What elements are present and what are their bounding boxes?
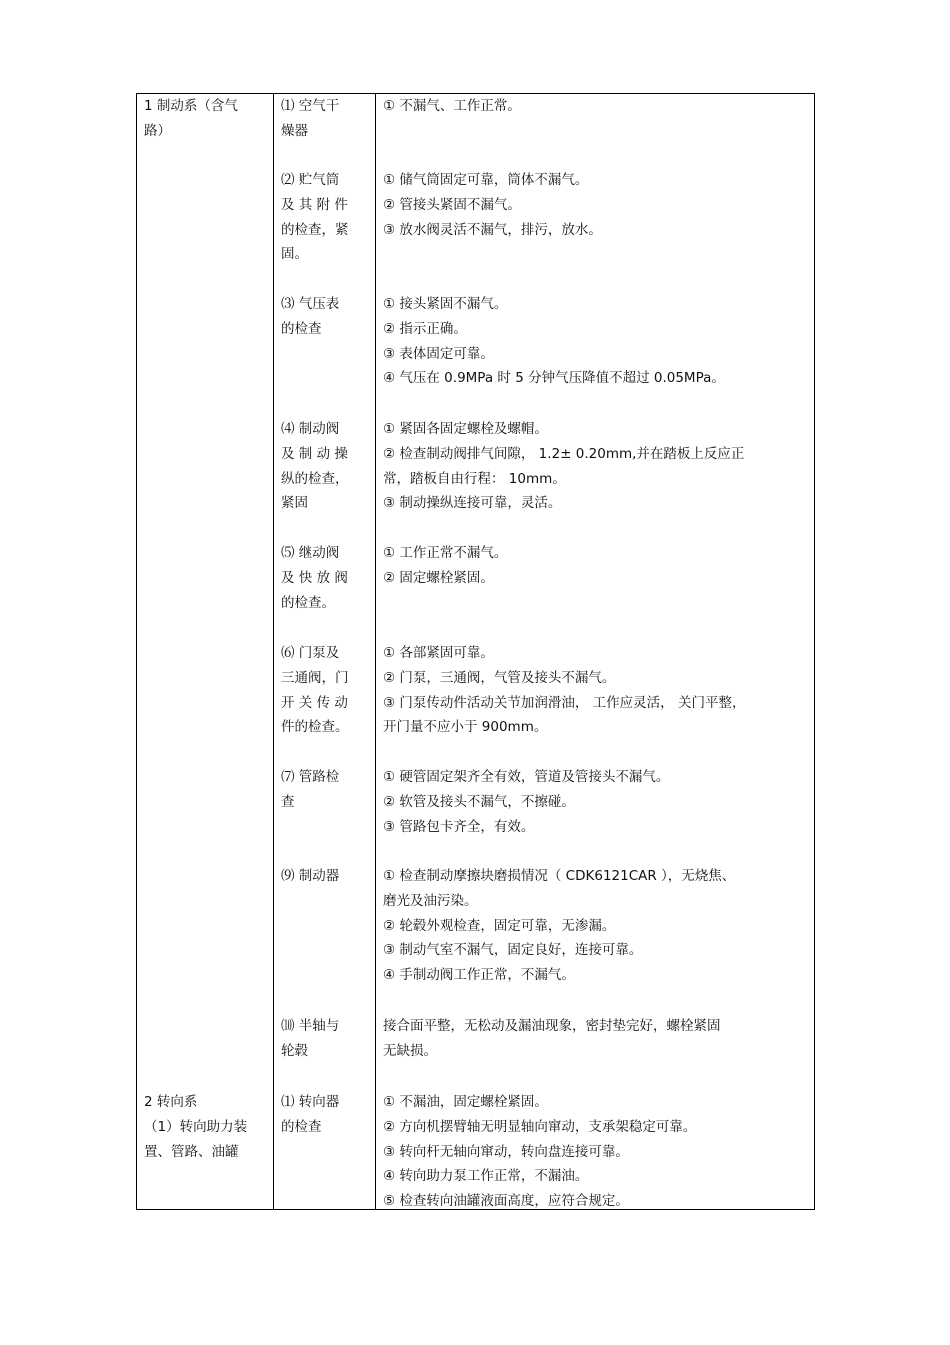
section-title-line: 路）	[144, 122, 171, 139]
item-detail-line: ④ 转向助力泵工作正常，不漏油。	[383, 1168, 589, 1185]
item-detail-line: 无缺损。	[383, 1042, 437, 1059]
item-name-line: 及 制 动 操	[281, 445, 348, 462]
item-name-line: 纵的检查，	[281, 470, 349, 487]
item-name-line: 固。	[281, 246, 308, 263]
item-name-line: 件的检查。	[281, 719, 349, 736]
column-divider	[273, 94, 274, 1209]
item-detail-line: ② 轮毂外观检查，固定可靠，无渗漏。	[383, 917, 616, 934]
item-detail-line: ② 指示正确。	[383, 320, 467, 337]
item-detail	[383, 94, 521, 119]
item-name-line: 轮毂	[281, 1042, 308, 1059]
item-name-line: ⑵ 贮气筒	[281, 172, 340, 188]
section-title	[144, 1090, 247, 1164]
item-detail-line: ① 紧固各固定螺栓及螺帽。	[383, 421, 548, 437]
item-detail-line: ④ 手制动阀工作正常，不漏气。	[383, 967, 575, 984]
column-divider	[375, 94, 376, 1209]
item-name-line: 紧固	[281, 495, 308, 512]
item-detail-line: ③ 转向杆无轴向窜动，转向盘连接可靠。	[383, 1143, 629, 1160]
item-detail-line: ③ 放水阀灵活不漏气，排污，放水。	[383, 221, 602, 238]
item-name	[281, 292, 339, 342]
item-detail-line: ③ 制动操纵连接可靠，灵活。	[383, 495, 562, 512]
item-name-line: ⑴ 转向器	[281, 1094, 340, 1110]
section-title-line: 2 转向系	[144, 1094, 198, 1110]
item-name	[281, 94, 339, 144]
item-detail-line: ② 方向机摆臂轴无明显轴向窜动，支承架稳定可靠。	[383, 1118, 697, 1135]
item-name-line: 燥器	[281, 122, 308, 139]
item-detail-line: ① 储气筒固定可靠，筒体不漏气。	[383, 172, 589, 188]
item-name	[281, 168, 349, 267]
item-name	[281, 864, 339, 889]
item-name-line: ⑷ 制动阀	[281, 421, 340, 437]
item-detail	[383, 641, 745, 740]
item-name	[281, 417, 349, 516]
item-name-line: 的检查，紧	[281, 221, 349, 238]
item-detail	[383, 417, 744, 516]
item-detail-line: ① 不漏气、工作正常。	[383, 98, 521, 114]
item-name-line: 的检查。	[281, 594, 335, 611]
item-detail-line: ③ 表体固定可靠。	[383, 345, 494, 362]
item-detail-line: ① 接头紧固不漏气。	[383, 296, 508, 312]
item-name-line: ⑹ 门泵及	[281, 645, 340, 661]
item-name-line: 及 其 附 件	[281, 196, 348, 213]
item-name-line: ⑴ 空气干	[281, 98, 340, 114]
item-name	[281, 1090, 339, 1140]
item-detail-line: ③ 门泵传动件活动关节加润滑油， 工作应灵活， 关门平整，	[383, 694, 746, 711]
item-name	[281, 641, 349, 740]
item-name-line: 的检查	[281, 320, 322, 337]
item-name-line: ⑶ 气压表	[281, 296, 340, 312]
item-detail-line: ④ 气压在 0.9MPa 时 5 分钟气压降值不超过 0.05MPa。	[383, 370, 725, 387]
item-name-line: 及 快 放 阀	[281, 569, 348, 586]
item-name-line: 查	[281, 793, 295, 810]
item-name-line: ⑽ 半轴与	[281, 1018, 340, 1034]
item-detail	[383, 541, 507, 591]
item-detail-line: ② 固定螺栓紧固。	[383, 569, 494, 586]
item-name	[281, 1014, 339, 1064]
item-detail	[383, 1014, 721, 1064]
item-detail-line: ① 检查制动摩擦块磨损情况（ CDK6121CAR ），无烧焦、	[383, 868, 736, 884]
item-detail-line: ② 门泵，三通阀，气管及接头不漏气。	[383, 669, 616, 686]
inspection-table	[136, 93, 815, 1210]
section-title-line: （1）转向助力装	[144, 1118, 248, 1135]
item-name-line: ⑼ 制动器	[281, 868, 340, 884]
section-title-line: 置、管路、油罐	[144, 1143, 239, 1160]
item-detail-line: 磨光及油污染。	[383, 892, 478, 909]
item-detail	[383, 1090, 696, 1214]
item-detail-line: 开门量不应小于 900mm。	[383, 719, 548, 736]
item-detail-line: ② 检查制动阀排气间隙， 1.2± 0.20mm,并在踏板上反应正	[383, 445, 745, 462]
item-detail-line: ③ 制动气室不漏气，固定良好，连接可靠。	[383, 942, 643, 959]
item-name	[281, 541, 348, 615]
item-name-line: ⑺ 管路检	[281, 769, 340, 785]
item-name-line: 三通阀，门	[281, 669, 349, 686]
item-detail-line: ⑤ 检查转向油罐液面高度，应符合规定。	[383, 1193, 629, 1210]
item-name-line: ⑸ 继动阀	[281, 545, 340, 561]
item-detail-line: ① 硬管固定架齐全有效，管道及管接头不漏气。	[383, 769, 670, 785]
item-name-line: 的检查	[281, 1118, 322, 1135]
item-detail-line: 常，踏板自由行程： 10mm。	[383, 470, 566, 487]
item-detail	[383, 292, 725, 391]
item-name	[281, 765, 339, 815]
section-title	[144, 94, 238, 144]
item-detail	[383, 168, 602, 242]
item-detail-line: ② 管接头紧固不漏气。	[383, 196, 521, 213]
item-detail	[383, 765, 669, 839]
item-detail-line: ③ 管路包卡齐全，有效。	[383, 818, 535, 835]
item-detail	[383, 864, 735, 988]
item-name-line: 开 关 传 动	[281, 694, 348, 711]
item-detail-line: ① 工作正常不漏气。	[383, 545, 508, 561]
section-title-line: 1 制动系（含气	[144, 98, 238, 114]
item-detail-line: ② 软管及接头不漏气，不擦碰。	[383, 793, 575, 810]
item-detail-line: ① 各部紧固可靠。	[383, 645, 494, 661]
item-detail-line: 接合面平整，无松动及漏油现象，密封垫完好，螺栓紧固	[383, 1018, 721, 1034]
item-detail-line: ① 不漏油，固定螺栓紧固。	[383, 1094, 548, 1110]
